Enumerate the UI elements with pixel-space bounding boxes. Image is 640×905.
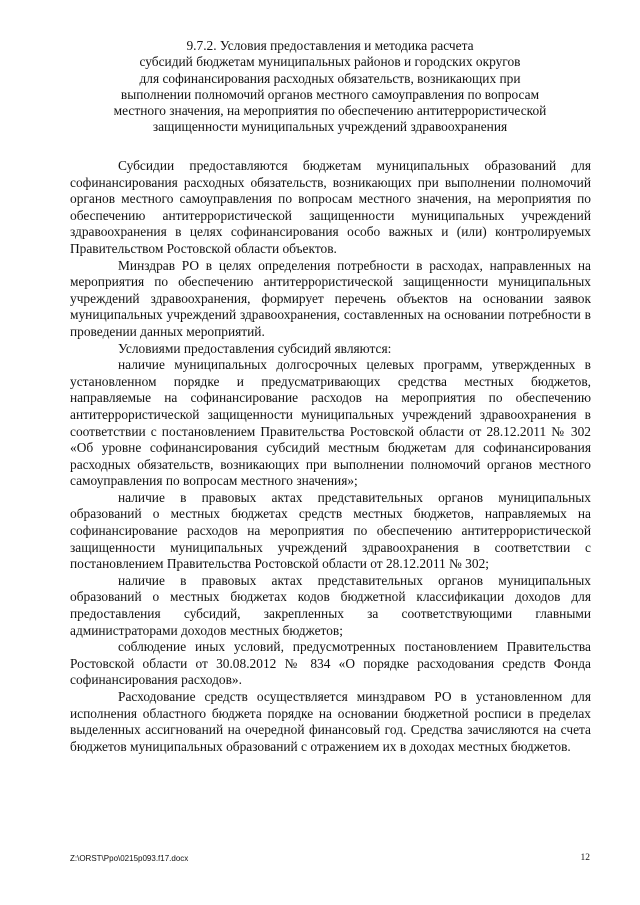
heading-line: для софинансирования расходных обязательств, возникающих при (139, 70, 521, 86)
heading-line: выполнении полномочий органов местного самоуправления по вопросам (120, 86, 540, 102)
document-body (70, 158, 591, 755)
paragraph: наличие в правовых актах представительных органов муниципальных образований о местных бюджетах средств местных бюджетов, направляемых на софинансирование расходов на мероприятия по обеспечению антитеррористической защищенности муниципальных учреждений здравоохранения в соответствии с постановлением Правительства Ростовской области от 28.12.2011 № 302; (70, 489, 591, 572)
footer-file-path: Z:\ORST\Ppo\0215p093.f17.docx (70, 854, 189, 863)
paragraph: наличие муниципальных долгосрочных целевых программ, утвержденных в установленном порядке и предусматривающих средства местных бюджетов, направляемые на софинансирование расходов на мероприятия по обеспечению антитеррористической защищенности муниципальных учреждений здравоохранения в соответствии с постановлением Правительства Ростовской области от 28.12.2011 № 302 «Об уровне софинансирования субсидий местным бюджетам для софинансирования расходных обязательств, возникающих при выполнении полномочий органов местного самоуправления по вопросам местного значения»; (70, 357, 591, 489)
page-number: 12 (580, 853, 590, 863)
paragraph: соблюдение иных условий, предусмотренных постановлением Правительства Ростовской области от 30.08.2012 № 834 «О порядке расходования средств Фонда софинансирования расходов». (70, 639, 591, 688)
heading-line: субсидий бюджетам муниципальных районов и городских округов (139, 54, 521, 70)
section-heading (70, 38, 590, 136)
paragraph: Условиями предоставления субсидий являются: (118, 340, 392, 356)
paragraph: Субсидии предоставляются бюджетам муниципальных образований для софинансирования расходных обязательств, возникающих при выполнении полномочий органов местного самоуправления по вопросам местного значения, на мероприятия по обеспечению антитеррористической защищенности муниципальных учреждений здравоохранения в целях софинансирования особо важных и (или) контролируемых Правительством Ростовской области объектов. (70, 158, 591, 256)
heading-line: защищенности муниципальных учреждений здравоохранения (152, 119, 508, 135)
heading-line: местного значения, на мероприятия по обеспечению антитеррористической (113, 103, 547, 119)
heading-line: 9.7.2. Условия предоставления и методика расчета (186, 38, 474, 53)
paragraph: Расходование средств осуществляется минздравом РО в установленном для исполнения областного бюджета порядке на основании бюджетной росписи в пределах выделенных ассигнований на очередной финансовый год. Средства зачисляются на счета бюджетов муниципальных образований с отражением их в доходах местных бюджетов. (70, 689, 591, 754)
paragraph: Минздрав РО в целях определения потребности в расходах, направленных на мероприятия по обеспечению антитеррористической защищенности муниципальных учреждений здравоохранения, формирует перечень объектов на основании заявок муниципальных учреждений здравоохранения, составленных на основании потребности в проведении данных мероприятий. (70, 257, 591, 339)
paragraph: наличие в правовых актах представительных органов муниципальных образований о местных бюджетах кодов бюджетной классификации доходов для предоставления субсидий, закрепленных за соответствующими главными администраторами доходов местных бюджетов; (70, 572, 591, 638)
